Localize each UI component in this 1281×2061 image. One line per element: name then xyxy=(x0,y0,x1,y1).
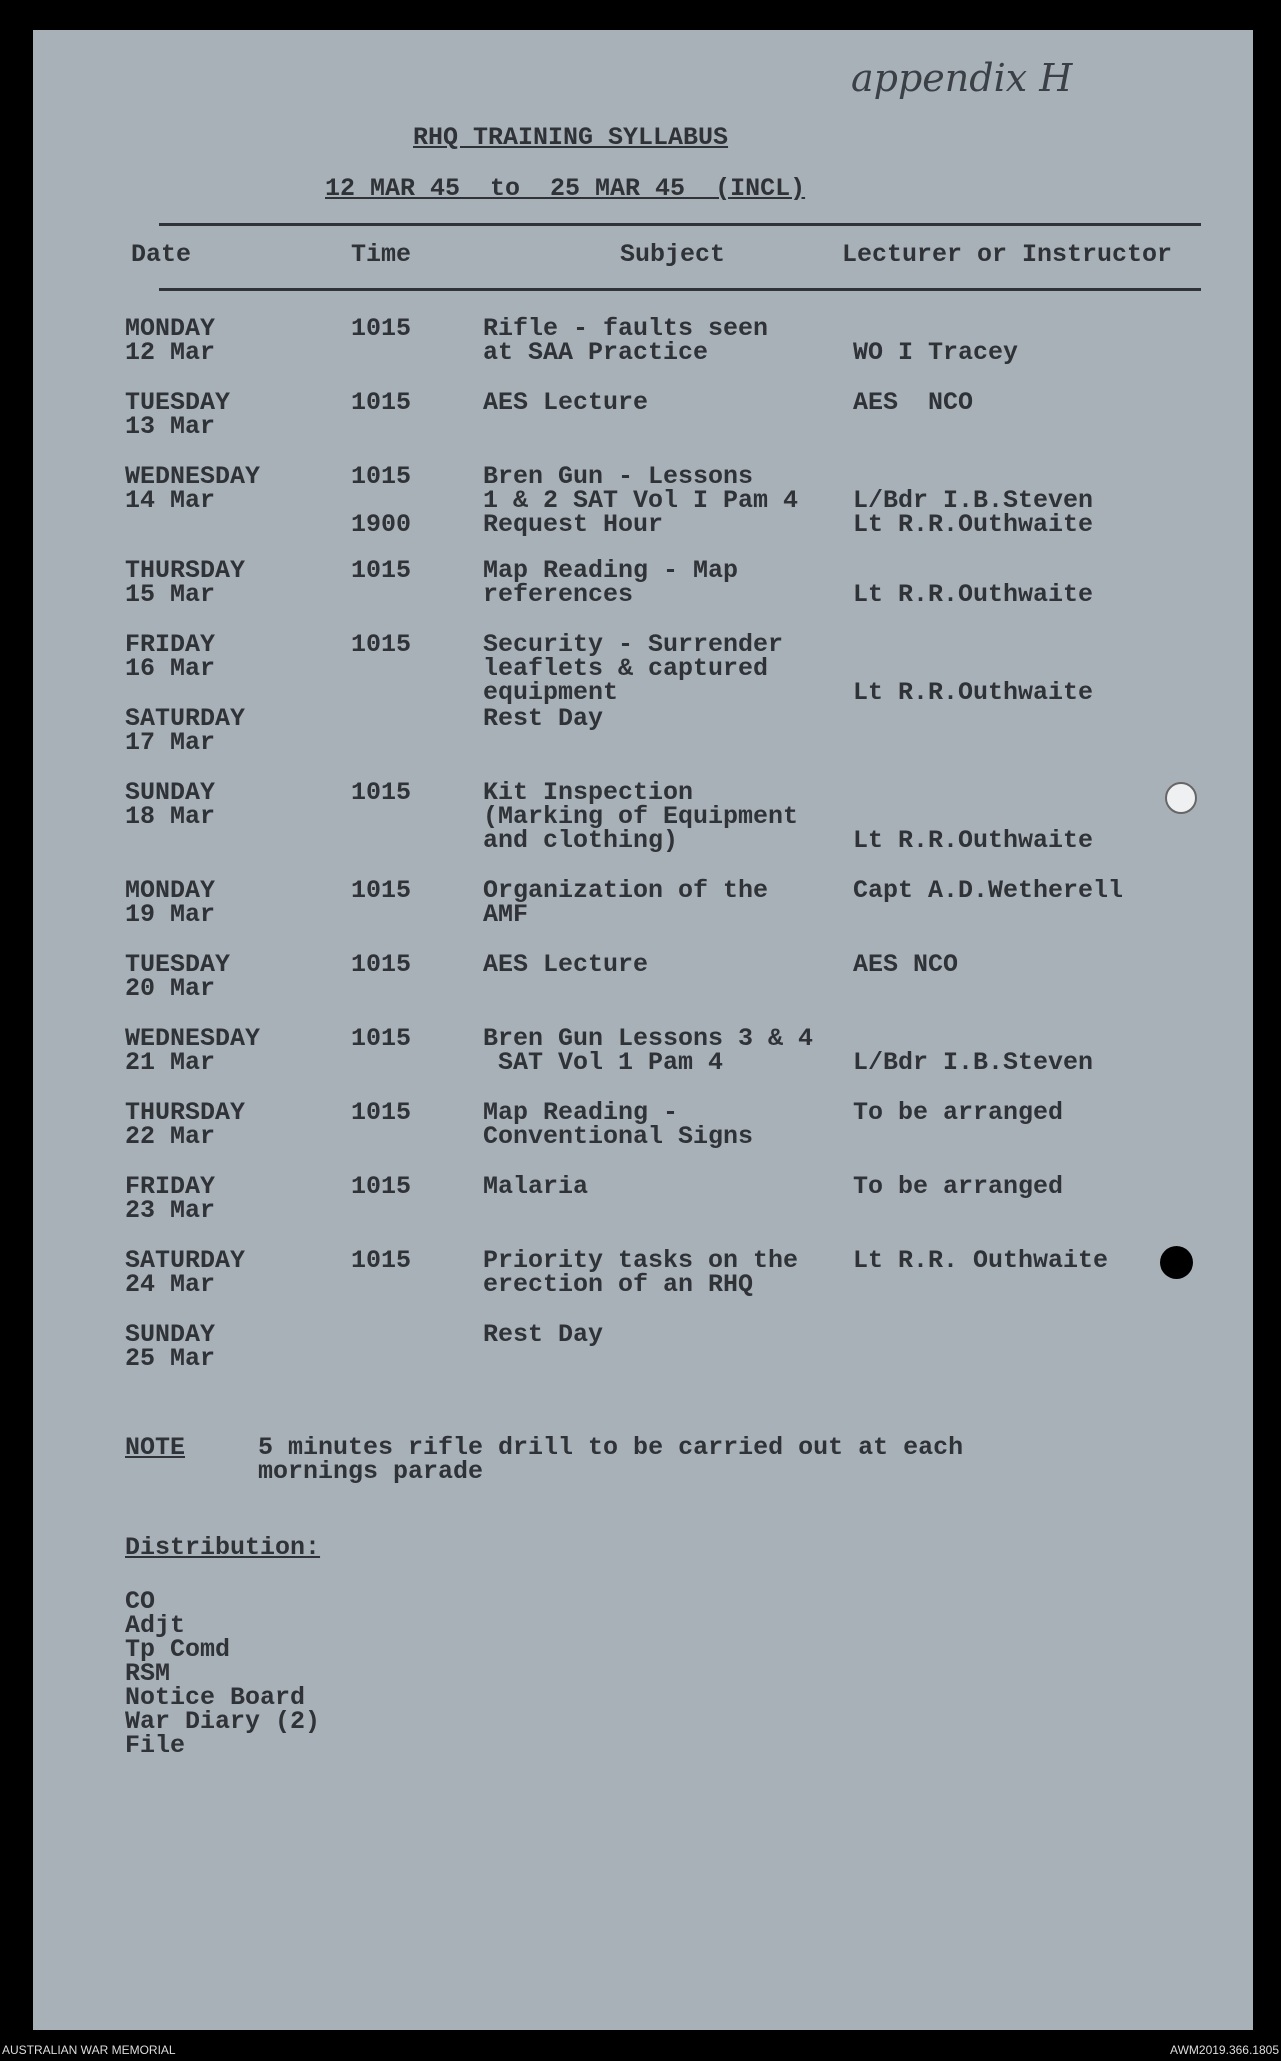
row-14-date-line-2: 25 Mar xyxy=(125,1344,216,1373)
row-1-time-line-1: 1015 xyxy=(351,314,412,343)
document-period: 12 MAR 45 to 25 MAR 45 (INCL) xyxy=(325,174,806,203)
row-6-subject-line-1: Rest Day xyxy=(483,704,604,733)
row-11-date-line-2: 22 Mar xyxy=(125,1122,216,1151)
row-9-time-line-1: 1015 xyxy=(351,950,412,979)
row-10-subject-line-2: SAT Vol 1 Pam 4 xyxy=(483,1048,724,1077)
row-3-subject-line-3: Request Hour xyxy=(483,510,664,539)
footer-left: AUSTRALIAN WAR MEMORIAL xyxy=(2,2043,176,2057)
row-8-lecturer-line-1: Capt A.D.Wetherell xyxy=(853,876,1124,905)
row-2-date-line-2: 13 Mar xyxy=(125,412,216,441)
row-3-time-line-3: 1900 xyxy=(351,510,412,539)
row-7-time-line-1: 1015 xyxy=(351,778,412,807)
column-header-subject: Subject xyxy=(620,240,726,269)
row-13-date-line-1: SATURDAY xyxy=(125,1246,246,1275)
row-14-date-line-1: SUNDAY xyxy=(125,1320,216,1349)
row-10-subject-line-1: Bren Gun Lessons 3 & 4 xyxy=(483,1024,814,1053)
distribution-item: Tp Comd xyxy=(125,1635,231,1664)
row-11-lecturer-line-1: To be arranged xyxy=(853,1098,1064,1127)
row-3-lecturer-line-3: Lt R.R.Outhwaite xyxy=(853,510,1094,539)
row-4-time-line-1: 1015 xyxy=(351,556,412,585)
row-10-date-line-2: 21 Mar xyxy=(125,1048,216,1077)
row-10-lecturer-line-2: L/Bdr I.B.Steven xyxy=(853,1048,1094,1077)
column-header-date: Date xyxy=(131,240,192,269)
row-8-subject-line-1: Organization of the xyxy=(483,876,769,905)
row-11-subject-line-2: Conventional Signs xyxy=(483,1122,754,1151)
row-5-subject-line-2: leaflets & captured xyxy=(483,654,769,683)
row-13-lecturer-line-1: Lt R.R. Outhwaite xyxy=(853,1246,1109,1275)
row-3-time-line-1: 1015 xyxy=(351,462,412,491)
row-12-date-line-1: FRIDAY xyxy=(125,1172,216,1201)
row-1-subject-line-2: at SAA Practice xyxy=(483,338,709,367)
row-13-time-line-1: 1015 xyxy=(351,1246,412,1275)
row-7-lecturer-line-3: Lt R.R.Outhwaite xyxy=(853,826,1094,855)
row-7-subject-line-2: (Marking of Equipment xyxy=(483,802,799,831)
row-8-subject-line-2: AMF xyxy=(483,900,529,929)
row-8-date-line-2: 19 Mar xyxy=(125,900,216,929)
row-5-date-line-1: FRIDAY xyxy=(125,630,216,659)
row-7-date-line-2: 18 Mar xyxy=(125,802,216,831)
row-10-time-line-1: 1015 xyxy=(351,1024,412,1053)
row-5-lecturer-line-3: Lt R.R.Outhwaite xyxy=(853,678,1094,707)
column-header-time: Time xyxy=(351,240,412,269)
row-9-date-line-2: 20 Mar xyxy=(125,974,216,1003)
row-3-subject-line-1: Bren Gun - Lessons xyxy=(483,462,754,491)
row-5-date-line-2: 16 Mar xyxy=(125,654,216,683)
row-9-subject-line-1: AES Lecture xyxy=(483,950,649,979)
row-2-lecturer-line-1: AES NCO xyxy=(853,388,974,417)
header-rule-top xyxy=(159,223,1201,226)
row-14-subject-line-1: Rest Day xyxy=(483,1320,604,1349)
row-4-date-line-1: THURSDAY xyxy=(125,556,246,585)
row-13-subject-line-1: Priority tasks on the xyxy=(483,1246,799,1275)
row-6-date-line-1: SATURDAY xyxy=(125,704,246,733)
distribution-item: RSM xyxy=(125,1659,171,1688)
row-7-date-line-1: SUNDAY xyxy=(125,778,216,807)
row-8-time-line-1: 1015 xyxy=(351,876,412,905)
row-11-subject-line-1: Map Reading - xyxy=(483,1098,679,1127)
row-3-lecturer-line-2: L/Bdr I.B.Steven xyxy=(853,486,1094,515)
row-1-date-line-2: 12 Mar xyxy=(125,338,216,367)
row-11-date-line-1: THURSDAY xyxy=(125,1098,246,1127)
row-11-time-line-1: 1015 xyxy=(351,1098,412,1127)
row-4-subject-line-2: references xyxy=(483,580,634,609)
note-line-1: 5 minutes rifle drill to be carried out at each xyxy=(258,1433,964,1462)
handwritten-annotation: appendix H xyxy=(851,56,1073,100)
distribution-item: File xyxy=(125,1731,186,1760)
row-9-date-line-1: TUESDAY xyxy=(125,950,231,979)
distribution-item: Notice Board xyxy=(125,1683,306,1712)
header-rule-bottom xyxy=(159,288,1201,291)
row-2-time-line-1: 1015 xyxy=(351,388,412,417)
row-4-lecturer-line-2: Lt R.R.Outhwaite xyxy=(853,580,1094,609)
row-3-date-line-1: WEDNESDAY xyxy=(125,462,261,491)
row-3-date-line-2: 14 Mar xyxy=(125,486,216,515)
row-5-subject-line-1: Security - Surrender xyxy=(483,630,784,659)
footer-right: AWM2019.366.1805 xyxy=(1170,2043,1279,2057)
row-6-date-line-2: 17 Mar xyxy=(125,728,216,757)
row-1-lecturer-line-2: WO I Tracey xyxy=(853,338,1019,367)
distribution-label: Distribution: xyxy=(125,1533,321,1562)
row-12-lecturer-line-1: To be arranged xyxy=(853,1172,1064,1201)
punch-hole xyxy=(1160,1246,1193,1279)
distribution-item: CO xyxy=(125,1587,156,1616)
distribution-item: Adjt xyxy=(125,1611,186,1640)
row-4-subject-line-1: Map Reading - Map xyxy=(483,556,739,585)
note-line-2: mornings parade xyxy=(258,1457,484,1486)
row-8-date-line-1: MONDAY xyxy=(125,876,216,905)
row-5-subject-line-3: equipment xyxy=(483,678,619,707)
row-1-subject-line-1: Rifle - faults seen xyxy=(483,314,769,343)
row-7-subject-line-3: and clothing) xyxy=(483,826,679,855)
paper-damage-mark xyxy=(1165,782,1197,814)
distribution-item: War Diary (2) xyxy=(125,1707,321,1736)
row-4-date-line-2: 15 Mar xyxy=(125,580,216,609)
row-3-subject-line-2: 1 & 2 SAT Vol I Pam 4 xyxy=(483,486,799,515)
row-5-time-line-1: 1015 xyxy=(351,630,412,659)
row-13-date-line-2: 24 Mar xyxy=(125,1270,216,1299)
row-9-lecturer-line-1: AES NCO xyxy=(853,950,959,979)
row-10-date-line-1: WEDNESDAY xyxy=(125,1024,261,1053)
note-label: NOTE xyxy=(125,1433,186,1462)
document-page xyxy=(33,30,1253,2030)
document-title: RHQ TRAINING SYLLABUS xyxy=(413,123,729,152)
row-13-subject-line-2: erection of an RHQ xyxy=(483,1270,754,1299)
row-12-date-line-2: 23 Mar xyxy=(125,1196,216,1225)
row-12-time-line-1: 1015 xyxy=(351,1172,412,1201)
row-1-date-line-1: MONDAY xyxy=(125,314,216,343)
row-2-date-line-1: TUESDAY xyxy=(125,388,231,417)
column-header-lecturer: Lecturer or Instructor xyxy=(842,240,1173,269)
row-2-subject-line-1: AES Lecture xyxy=(483,388,649,417)
row-7-subject-line-1: Kit Inspection xyxy=(483,778,694,807)
row-12-subject-line-1: Malaria xyxy=(483,1172,589,1201)
